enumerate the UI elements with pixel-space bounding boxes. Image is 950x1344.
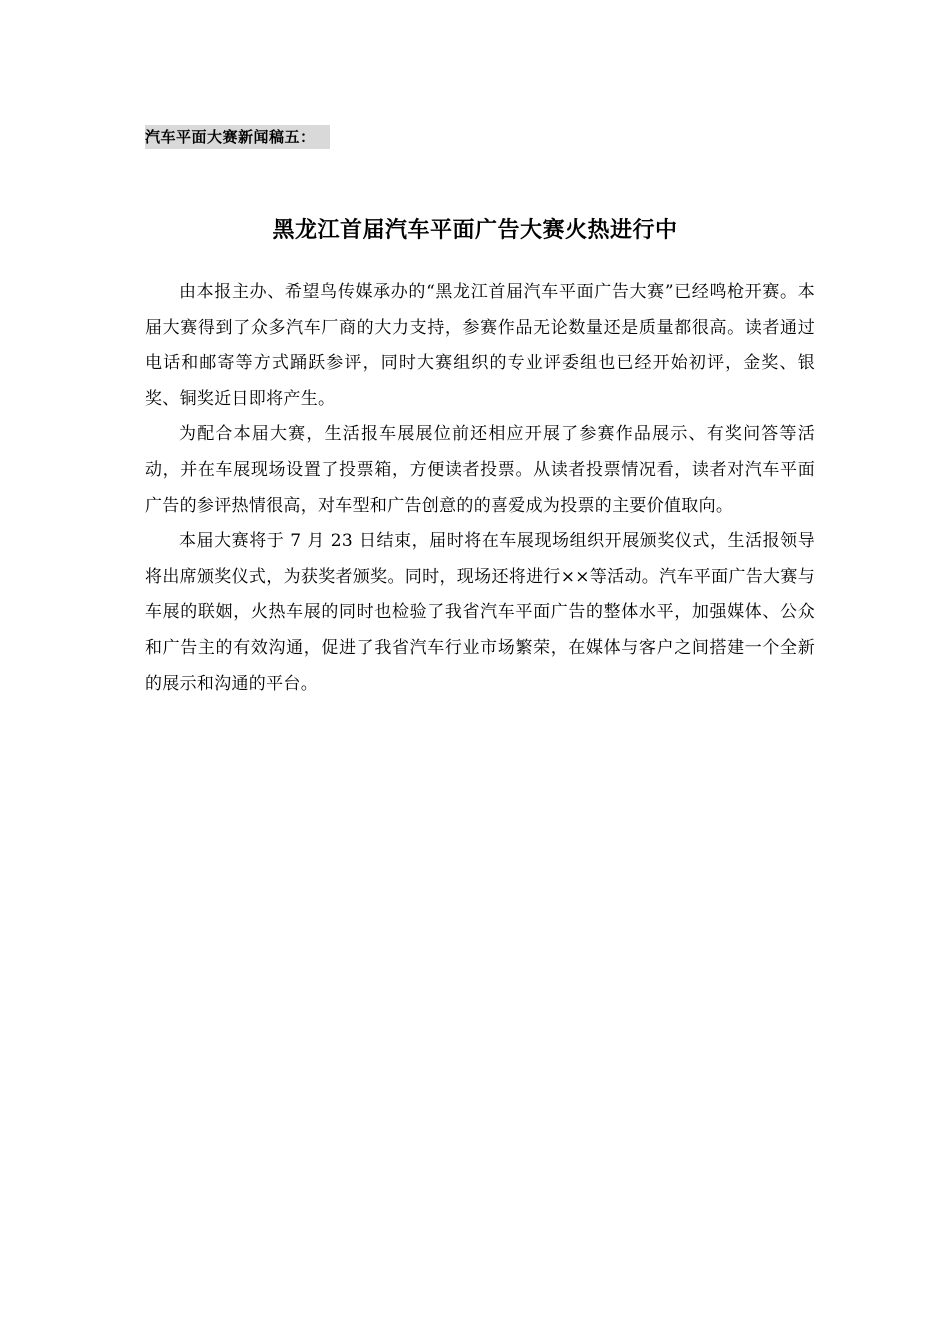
paragraph-2: 为配合本届大赛，生活报车展展位前还相应开展了参赛作品展示、有奖问答等活动，并在车展现场设置了投票箱，方便读者投票。从读者投票情况看，读者对汽车平面广告的参评热情很高，对车型和广告创意的的喜爱成为投票的主要价值取向。 <box>145 424 815 516</box>
paragraph-1: 由本报主办、希望鸟传媒承办的“黑龙江首届汽车平面广告大赛”已经鸣枪开赛。本届大赛得到了众多汽车厂商的大力支持，参赛作品无论数量还是质量都很高。读者通过电话和邮寄等方式踊跃参评，同时大赛组织的专业评委组也已经开始初评，金奖、银奖、铜奖近日即将产生。 <box>145 282 815 409</box>
section-label: 汽车平面大赛新闻稿五： <box>145 125 330 149</box>
article-body <box>145 275 815 702</box>
paragraph-3: 本届大赛将于 7 月 23 日结束，届时将在车展现场组织开展颁奖仪式，生活报领导将出席颁奖仪式，为获奖者颁奖。同时，现场还将进行××等活动。汽车平面广告大赛与车展的联姻，火热车展的同时也检验了我省汽车平面广告的整体水平，加强媒体、公众和广告主的有效沟通，促进了我省汽车行业市场繁荣，在媒体与客户之间搭建一个全新的展示和沟通的平台。 <box>145 531 815 694</box>
headline: 黑龙江首届汽车平面广告大赛火热进行中 <box>272 217 678 243</box>
